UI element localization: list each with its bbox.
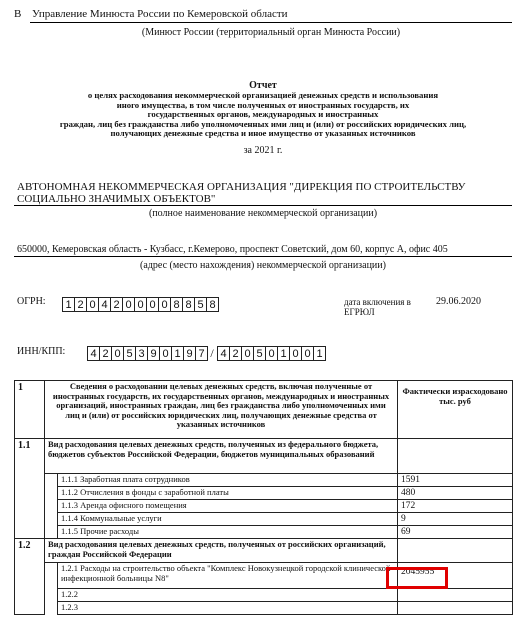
row-label: 1.2.3 (58, 602, 398, 615)
indent-cell (45, 563, 58, 589)
indent-cell (45, 487, 58, 500)
row-value (398, 602, 513, 615)
section-value (398, 439, 513, 474)
ogrn-digit: 0 (134, 297, 147, 312)
table-row (15, 474, 513, 487)
row-value: 172 (398, 500, 513, 513)
row-value: 69 (398, 526, 513, 539)
ogrn-digit: 8 (206, 297, 219, 312)
row-value: 2045955 (398, 563, 513, 589)
ogrn-digit: 8 (170, 297, 183, 312)
kpp-digit: 0 (265, 346, 278, 361)
kpp-digit: 1 (313, 346, 326, 361)
section-row (15, 439, 513, 474)
inn-kpp-separator: / (210, 346, 214, 360)
table-row (15, 602, 513, 615)
ogrn-digit: 0 (86, 297, 99, 312)
section-value (398, 539, 513, 563)
indent-cell (45, 513, 58, 526)
indent-cell (45, 500, 58, 513)
inn-digit: 0 (111, 346, 124, 361)
date-label-line: ЕГРЮЛ (344, 307, 375, 317)
ogrn-label: ОГРН: (17, 296, 46, 307)
address-underline (14, 256, 512, 257)
ogrn-digit: 1 (62, 297, 75, 312)
subtitle-line: государственных органов, международных и иностранных (147, 109, 379, 120)
kpp-digit: 4 (217, 346, 230, 361)
table-row (15, 513, 513, 526)
row-label: 1.2.2 (58, 589, 398, 602)
section-description: Вид расходования целевых денежных средств, полученных из федерального бюджета, бюджетов субъектов Российской Федерации, бюджетов муниципальных образований (45, 439, 398, 474)
ministry-underline (30, 22, 512, 23)
ministry-caption: (Минюст России (территориальный орган Минюста России) (141, 27, 401, 38)
ogrn-digit: 5 (194, 297, 207, 312)
table-row (15, 487, 513, 500)
ogrn-digit: 8 (182, 297, 195, 312)
kpp-digit: 1 (277, 346, 290, 361)
row-value: 480 (398, 487, 513, 500)
section-description: Вид расходования целевых денежных средств, полученных от российских организаций, граждан Российской Федерации (45, 539, 398, 563)
row-label: 1.1.5 Прочие расходы (58, 526, 398, 539)
indent-cell (45, 474, 58, 487)
org-name-line: СОЦИАЛЬНО ЗНАЧИМЫХ ОБЪЕКТОВ" (17, 193, 216, 205)
ogrn-boxes (62, 297, 218, 312)
ogrn-digit: 2 (110, 297, 123, 312)
inn-digit: 3 (135, 346, 148, 361)
row-value (398, 589, 513, 602)
row-label: 1.1.3 Аренда офисного помещения (58, 500, 398, 513)
row-value: 9 (398, 513, 513, 526)
subtitle-line: иного имущества, в том числе полученных от иностранных государств, их (116, 99, 410, 110)
inn-digit: 5 (123, 346, 136, 361)
subtitle-line: о целях расходования некоммерческой организацией денежных средств и использования (87, 90, 439, 100)
table-row (15, 589, 513, 602)
subtitle-line: граждан, лиц без гражданства либо уполномоченных ими лиц и (или) от российских юридических лиц, (59, 118, 467, 129)
highlight-box (386, 567, 448, 589)
inn-kpp-label: ИНН/КПП: (17, 346, 66, 357)
kpp-digit: 0 (301, 346, 314, 361)
ministry-name: Управление Минюста России по Кемеровской области (32, 8, 288, 20)
inn-digit: 7 (195, 346, 208, 361)
org-name-caption: (полное наименование некоммерческой организации) (148, 208, 378, 219)
table-header-row (15, 381, 513, 439)
date-label-line: дата включения в (344, 297, 411, 307)
ogrn-digit: 0 (122, 297, 135, 312)
inn-digit: 4 (87, 346, 100, 361)
org-name-line: АВТОНОМНАЯ НЕКОММЕРЧЕСКАЯ ОРГАНИЗАЦИЯ "ДИРЕКЦИЯ ПО СТРОИТЕЛЬСТВУ (17, 181, 466, 193)
address-caption: (адрес (место нахождения) некоммерческой организации) (140, 260, 386, 271)
date-label (344, 297, 411, 317)
section-num: 1.2 (15, 539, 45, 615)
row-value: 1591 (398, 474, 513, 487)
kpp-digit: 5 (253, 346, 266, 361)
row-label: 1.1.4 Коммунальные услуги (58, 513, 398, 526)
indent-cell (45, 526, 58, 539)
inn-digit: 1 (171, 346, 184, 361)
inn-digit: 2 (99, 346, 112, 361)
row-label: 1.1.1 Заработная плата сотрудников (58, 474, 398, 487)
inn-digit: 9 (147, 346, 160, 361)
kpp-digit: 0 (289, 346, 302, 361)
kpp-digit: 0 (241, 346, 254, 361)
row-label: 1.2.1 Расходы на строительство объекта "Комплекс Новокузнецкой городской клинической инфекционной больницы N8" (58, 563, 398, 589)
indent-cell (45, 602, 58, 615)
row-label: 1.1.2 Отчисления в фонды с заработной платы (58, 487, 398, 500)
indent-cell (45, 589, 58, 602)
ogrn-digit: 0 (146, 297, 159, 312)
registration-date: 29.06.2020 (436, 296, 481, 307)
org-name-underline (14, 205, 512, 206)
report-title: Отчет (249, 80, 277, 91)
prefix-label: В (14, 8, 22, 20)
table-row (15, 526, 513, 539)
header-num: 1 (15, 381, 45, 439)
ogrn-digit: 2 (74, 297, 87, 312)
header-description: Сведения о расходовании целевых денежных средств, включая полученные от иностранных государств, их государственных органов, международных и иностранных организаций, иностранных граждан, лиц без гражданства либо уполномоченных ими лиц и (или) от российских юридических лиц, получающих денежные средства от указанных источников (45, 381, 398, 439)
section-num: 1.1 (15, 439, 45, 539)
ogrn-digit: 0 (158, 297, 171, 312)
inn-digit: 0 (159, 346, 172, 361)
org-address: 650000, Кемеровская область - Кузбасс, г.Кемерово, проспект Советский, дом 60, корпус А, офис 405 (17, 244, 448, 255)
report-subtitle (14, 91, 512, 139)
section-row (15, 539, 513, 563)
org-name (17, 181, 507, 205)
table-row (15, 500, 513, 513)
header-value: Фактически израсходовано тыс. руб (398, 381, 513, 439)
ogrn-digit: 4 (98, 297, 111, 312)
kpp-digit: 2 (229, 346, 242, 361)
subtitle-line: получающих денежные средства и иное имущество от указанных источников (110, 128, 416, 139)
report-year: за 2021 г. (243, 145, 283, 156)
inn-digit: 9 (183, 346, 196, 361)
inn-kpp-boxes (87, 346, 325, 361)
